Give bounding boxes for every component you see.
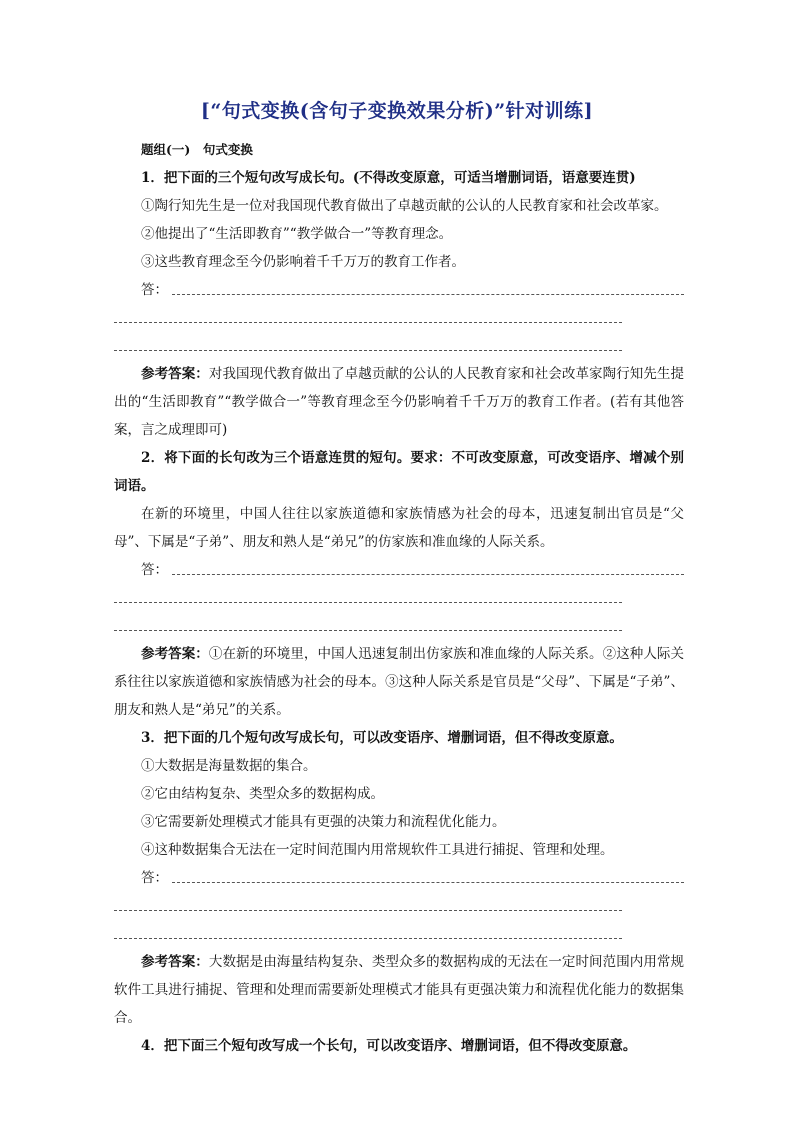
reference-answer-text: 大数据是由海量结构复杂、类型众多的数据构成的无法在一定时间范围内用常规软件工具进行捕捉、管理和处理而需要新处理模式才能具有更强决策力和流程优化能力的数据集合。	[114, 954, 685, 1026]
answer-rule	[114, 322, 622, 323]
answer-rule	[114, 350, 622, 351]
answer-rule	[114, 630, 622, 631]
question-1-item-2: ②他提出了“生活即教育”“教学做合一”等教育理念。	[141, 226, 453, 242]
question-2-answer-line[interactable]	[114, 556, 684, 584]
answer-label: 答：	[141, 282, 168, 298]
answer-label: 答：	[141, 870, 168, 886]
answer-rule	[114, 938, 622, 939]
page-title: [“句式变换(含句子变换效果分析)”针对训练]	[200, 100, 594, 122]
question-3-answer-line[interactable]	[114, 864, 684, 892]
reference-answer-label: 参考答案：	[141, 366, 209, 382]
answer-rule	[114, 910, 622, 911]
question-3-answer-line-3[interactable]	[114, 920, 684, 948]
question-1-item-3: ③这些教育理念至今仍影响着千千万万的教育工作者。	[141, 254, 465, 270]
question-3-item-2: ②它由结构复杂、类型众多的数据构成。	[141, 786, 384, 802]
answer-rule	[172, 574, 684, 575]
question-2-answer-line-2[interactable]	[114, 584, 684, 612]
answer-rule	[114, 602, 622, 603]
question-2-reference-answer	[114, 640, 684, 724]
reference-answer-label: 参考答案：	[141, 954, 209, 970]
question-1-answer-line-3[interactable]	[114, 332, 684, 360]
question-4-prompt: 4．把下面三个短句改写成一个长句，可以改变语序、增删词语，但不得改变原意。	[141, 1038, 637, 1054]
question-3-reference-answer	[114, 948, 684, 1032]
document-body	[114, 136, 684, 1060]
answer-rule	[172, 882, 684, 883]
reference-answer-label: 参考答案：	[141, 646, 209, 662]
reference-answer-text: 对我国现代教育做出了卓越贡献的公认的人民教育家和社会改革家陶行知先生提出的“生活即教育”“教学做合一”等教育理念至今仍影响着千千万万的教育工作者。(若有其他答案，言之成理即可)	[114, 366, 685, 438]
question-1-answer-line-2[interactable]	[114, 304, 684, 332]
answer-rule	[172, 294, 684, 295]
question-3-answer-line-2[interactable]	[114, 892, 684, 920]
question-1-answer-line[interactable]	[114, 276, 684, 304]
question-2-answer-line-3[interactable]	[114, 612, 684, 640]
reference-answer-text: ①在新的环境里，中国人迅速复制出仿家族和准血缘的人际关系。②这种人际关系往往以家族道德和家族情感为社会的母本。③这种人际关系是官员是“父母”、下属是“子弟”、朋友和熟人是“弟兄”的关系。	[114, 646, 685, 718]
question-1-reference-answer	[114, 360, 684, 444]
question-3-item-3: ③它需要新处理模式才能具有更强的决策力和流程优化能力。	[141, 814, 506, 830]
question-3-item-1: ①大数据是海量数据的集合。	[141, 758, 317, 774]
question-1-item-1: ①陶行知先生是一位对我国现代教育做出了卓越贡献的公认的人民教育家和社会改革家。	[141, 198, 668, 214]
question-3-item-4: ④这种数据集合无法在一定时间范围内用常规软件工具进行捕捉、管理和处理。	[141, 842, 614, 858]
question-3-prompt: 3．把下面的几个短句改写成长句，可以改变语序、增删词语，但不得改变原意。	[141, 730, 623, 746]
group-heading: 题组(一) 句式变换	[141, 142, 253, 157]
question-1-prompt: 1．把下面的三个短句改写成长句。(不得改变原意，可适当增删词语，语意要连贯)	[141, 170, 636, 186]
answer-label: 答：	[141, 562, 168, 578]
question-2-prompt: 2．将下面的长句改为三个语意连贯的短句。要求：不可改变原意，可改变语序、增减个别词语。	[114, 450, 684, 494]
question-2-passage: 在新的环境里，中国人往往以家族道德和家族情感为社会的母本，迅速复制出官员是“父母”、下属是“子弟”、朋友和熟人是“弟兄”的仿家族和准血缘的人际关系。	[114, 506, 684, 550]
